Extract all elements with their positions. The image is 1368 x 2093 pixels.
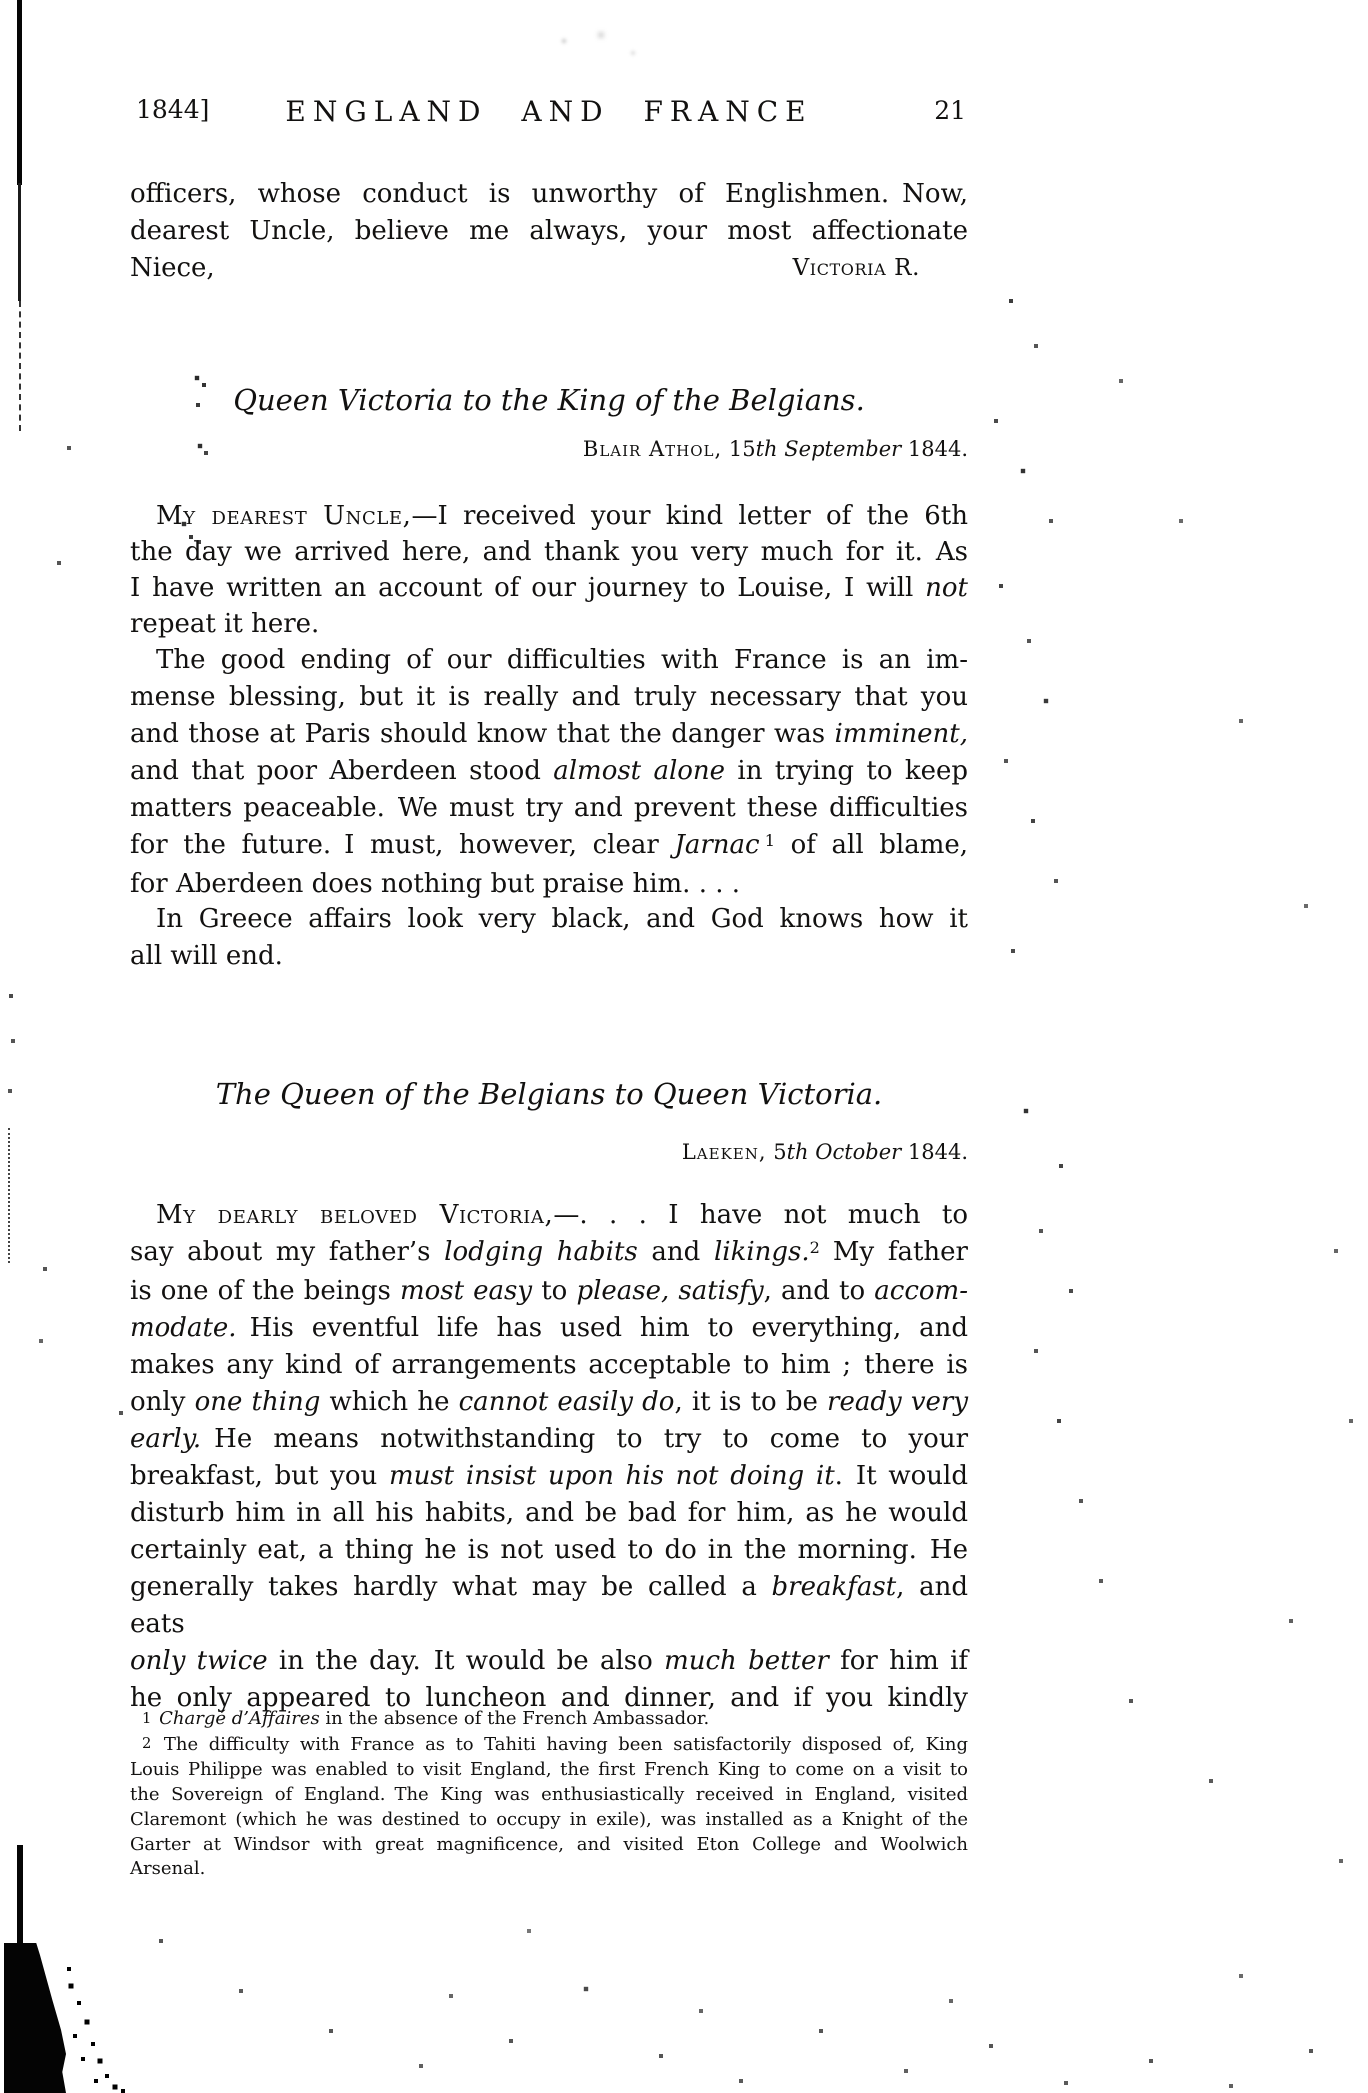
text-line: [130, 938, 968, 975]
text-run: The difficulty with France as to Tahiti having been satisfactorily disposed of, King: [153, 1733, 968, 1755]
line-text: [130, 1387, 968, 1417]
text-run: —I received your kind letter of the 6th: [411, 501, 968, 531]
text-line: [130, 1643, 968, 1680]
line-text: [130, 537, 968, 567]
text-run: only twice: [130, 1646, 268, 1676]
line-text: [130, 1498, 968, 1528]
text-line: [130, 753, 968, 790]
text-line: [130, 606, 968, 642]
text-line: [130, 790, 968, 827]
footnote-marker: 1: [764, 830, 776, 850]
line-text: [130, 1646, 968, 1676]
signature: [793, 250, 968, 287]
line-text: [130, 719, 968, 749]
letter1-paragraph-2: [130, 642, 968, 903]
text-run: My dearly beloved Victoria,: [156, 1200, 554, 1230]
text-run: imminent,: [834, 719, 968, 749]
text-run: Jarnac: [674, 830, 760, 860]
text-run: he only appeared to luncheon and dinner, and if you kindly: [130, 1683, 968, 1713]
line-text: [130, 830, 968, 860]
text-run: , and eats: [130, 1572, 968, 1639]
text-line: [130, 570, 968, 606]
text-run: one thing: [194, 1387, 321, 1417]
text-run: is one of the beings: [130, 1276, 400, 1306]
text-run: He means notwithstanding to try to come to your: [201, 1424, 968, 1454]
text-run: th September: [755, 437, 902, 461]
line-text: [156, 501, 968, 531]
text-line: [130, 679, 968, 716]
text-run: My father: [819, 1237, 968, 1267]
text-run: only: [130, 1387, 195, 1417]
text-run: 5: [766, 1140, 787, 1164]
binding-edge-line: [17, 1845, 23, 1950]
text-run: I have written an account of our journey to Louise, I will: [130, 573, 926, 603]
text-run: Niece,: [130, 253, 215, 283]
text-line: [130, 1532, 968, 1569]
text-line: [130, 901, 968, 938]
text-run: 1844.: [901, 1140, 968, 1164]
text-line: [130, 1310, 968, 1347]
footnote-marker: 2: [142, 1735, 152, 1753]
text-run: not: [925, 573, 968, 603]
letter2-paragraph-1: [130, 1197, 968, 1717]
text-run: 15: [722, 437, 756, 461]
text-line: [130, 1421, 968, 1458]
text-run: ready very: [827, 1387, 969, 1417]
text-run: cannot easily do: [458, 1387, 675, 1417]
line-text: [130, 573, 968, 603]
text-run: for Aberdeen does nothing but praise him. . . .: [130, 869, 741, 899]
text-run: Blair Athol,: [582, 437, 723, 461]
text-run: and those at Paris should know that the danger was: [130, 719, 835, 749]
line-text: [130, 1759, 968, 1780]
text-line: [130, 1347, 968, 1384]
text-run: most easy: [399, 1276, 533, 1306]
line-text: [130, 682, 968, 712]
text-run: almost alone: [553, 756, 726, 786]
text-run: for the future. I must, however, clear: [130, 830, 675, 860]
line-text: [130, 941, 283, 971]
line-text: [130, 1350, 968, 1380]
text-run: Victoria R.: [792, 255, 920, 281]
binding-edge-line: [18, 183, 21, 301]
text-run: disturb him in all his habits, and be bad for him, as he would: [130, 1498, 968, 1528]
text-line: [130, 1808, 968, 1833]
line-text: [130, 1424, 968, 1454]
text-run: breakfast, but you: [130, 1461, 389, 1491]
text-run: breakfast: [771, 1572, 897, 1602]
text-run: —. . . I have not much to: [553, 1200, 968, 1230]
text-run: . It would: [834, 1461, 968, 1491]
text-run: [760, 830, 765, 860]
binding-edge-line: [8, 1128, 12, 1263]
text-run: matters peaceable. We must try and prevent these difficulties: [130, 793, 968, 823]
text-line: [130, 1197, 968, 1234]
text-run: and: [637, 1237, 714, 1267]
letter2-dateline: [130, 1140, 970, 1164]
line-text: [130, 179, 968, 209]
text-run: , it is to be: [674, 1387, 828, 1417]
line-text: [130, 1535, 968, 1565]
line-text: [130, 1313, 968, 1343]
text-run: the day we arrived here, and thank you very much for it. As: [130, 537, 968, 567]
text-line: [130, 1569, 968, 1643]
text-run: Arsenal.: [130, 1858, 206, 1880]
text-line: [130, 1758, 968, 1783]
text-run: officers, whose conduct is unworthy of Englishmen. Now,: [130, 179, 968, 209]
text-run: likings.: [713, 1237, 810, 1267]
text-line: [130, 498, 968, 534]
text-line: [130, 642, 968, 679]
letter1-heading: Queen Victoria to the King of the Belgians.: [233, 383, 865, 417]
scan-noise: [0, 0, 2, 2]
text-run: in the day. It would be also: [267, 1646, 665, 1676]
text-run: th October: [786, 1140, 902, 1164]
line-text: [130, 609, 319, 639]
text-run: modate.: [130, 1313, 237, 1343]
text-run: , and to: [763, 1276, 875, 1306]
line-text: [130, 869, 740, 899]
letter1-paragraph-3: [130, 901, 968, 975]
text-run: generally takes hardly what may be called a: [130, 1572, 772, 1602]
text-run: must insist upon his not doing it: [388, 1461, 835, 1491]
text-line: [130, 1833, 968, 1858]
text-line: [130, 1783, 968, 1808]
text-run: His eventful life has used him to everything, and: [236, 1313, 968, 1343]
text-run: Louis Philippe was enabled to visit England, the first French King to come on a visit to: [130, 1759, 968, 1781]
line-text: [130, 1809, 968, 1830]
line-text: [156, 1200, 968, 1230]
text-run: certainly eat, a thing he is not used to do in the morning. He: [130, 1535, 968, 1565]
line-text: [130, 756, 968, 786]
text-run: much better: [664, 1646, 829, 1676]
footnote-marker: 1: [142, 1709, 152, 1727]
line-text: [130, 1237, 968, 1267]
text-line: [130, 827, 968, 866]
text-run: to: [532, 1276, 577, 1306]
text-run: dearest Uncle, believe me always, your most affectionate: [130, 216, 968, 246]
text-line: [130, 1707, 968, 1733]
text-run: all will end.: [130, 941, 283, 971]
text-run: In Greece affairs look very black, and God knows how it: [156, 904, 968, 934]
text-line: [130, 1458, 968, 1495]
line-text: [130, 250, 215, 287]
running-title: ENGLAND AND FRANCE: [285, 95, 813, 128]
text-run: in the absence of the French Ambassador.: [319, 1708, 710, 1729]
letter2-heading: The Queen of the Belgians to Queen Victoria.: [215, 1077, 883, 1111]
ink-blob: [4, 1943, 66, 2093]
text-run: lodging habits: [444, 1237, 638, 1267]
text-run: and that poor Aberdeen stood: [130, 756, 554, 786]
text-run: for him if: [828, 1646, 969, 1676]
text-run: Laeken,: [681, 1140, 767, 1164]
line-text: [142, 1708, 709, 1729]
text-line: [130, 1234, 968, 1273]
text-run: early.: [130, 1424, 202, 1454]
previous-letter-closing: [130, 176, 968, 287]
line-text: [130, 1461, 968, 1491]
line-text: [130, 1858, 205, 1879]
letter1-paragraph-1: [130, 498, 968, 642]
binding-edge-line: [19, 301, 23, 431]
year-marker: 1844]: [136, 95, 210, 124]
text-run: The good ending of our difficulties with France is an im-: [156, 645, 968, 675]
text-run: repeat it here.: [130, 609, 320, 639]
footnotes: [130, 1707, 968, 1882]
text-run: please, satisfy: [576, 1276, 764, 1306]
page-header: [130, 95, 968, 135]
line-text: [130, 1572, 968, 1639]
letter1-dateline: [130, 437, 970, 461]
line-text: [130, 216, 968, 246]
text-run: mense blessing, but it is really and truly necessary that you: [130, 682, 968, 712]
text-run: My dearest Uncle,: [156, 501, 412, 531]
text-line: [130, 1857, 968, 1882]
footnote-marker: 2: [809, 1237, 820, 1257]
text-run: say about my father’s: [130, 1237, 445, 1267]
text-line: [130, 176, 968, 213]
text-line: [130, 250, 968, 287]
line-text: [130, 1784, 968, 1805]
line-text: [130, 1834, 968, 1855]
text-run: makes any kind of arrangements acceptable to him ; there is: [130, 1350, 968, 1380]
text-line: [130, 866, 968, 903]
page-number: 21: [934, 96, 966, 125]
binding-edge-line: [17, 0, 22, 185]
text-run: which he: [320, 1387, 459, 1417]
text-line: [130, 716, 968, 753]
text-line: [130, 213, 968, 250]
text-line: [130, 1733, 968, 1759]
line-text: [130, 1276, 968, 1306]
text-line: [130, 1384, 968, 1421]
text-run: Garter at Windsor with great magnificence, and visited Eton College and Woolwich: [130, 1833, 968, 1855]
text-run: the Sovereign of England. The King was enthusiastically received in England, visited: [130, 1784, 968, 1806]
text-line: [130, 1495, 968, 1532]
text-run: Claremont (which he was destined to occupy in exile), was installed as a Knight of the: [130, 1808, 968, 1830]
text-run: in trying to keep: [725, 756, 969, 786]
text-run: Chargé d’Affaires: [159, 1708, 320, 1729]
text-run: of all blame,: [775, 830, 969, 860]
line-text: [142, 1734, 968, 1755]
text-run: accom-: [874, 1276, 968, 1306]
line-text: [130, 793, 968, 823]
line-text: [156, 645, 968, 675]
line-text: [156, 904, 968, 934]
text-run: 1844.: [901, 437, 968, 461]
text-line: [130, 1273, 968, 1310]
text-line: [130, 534, 968, 570]
